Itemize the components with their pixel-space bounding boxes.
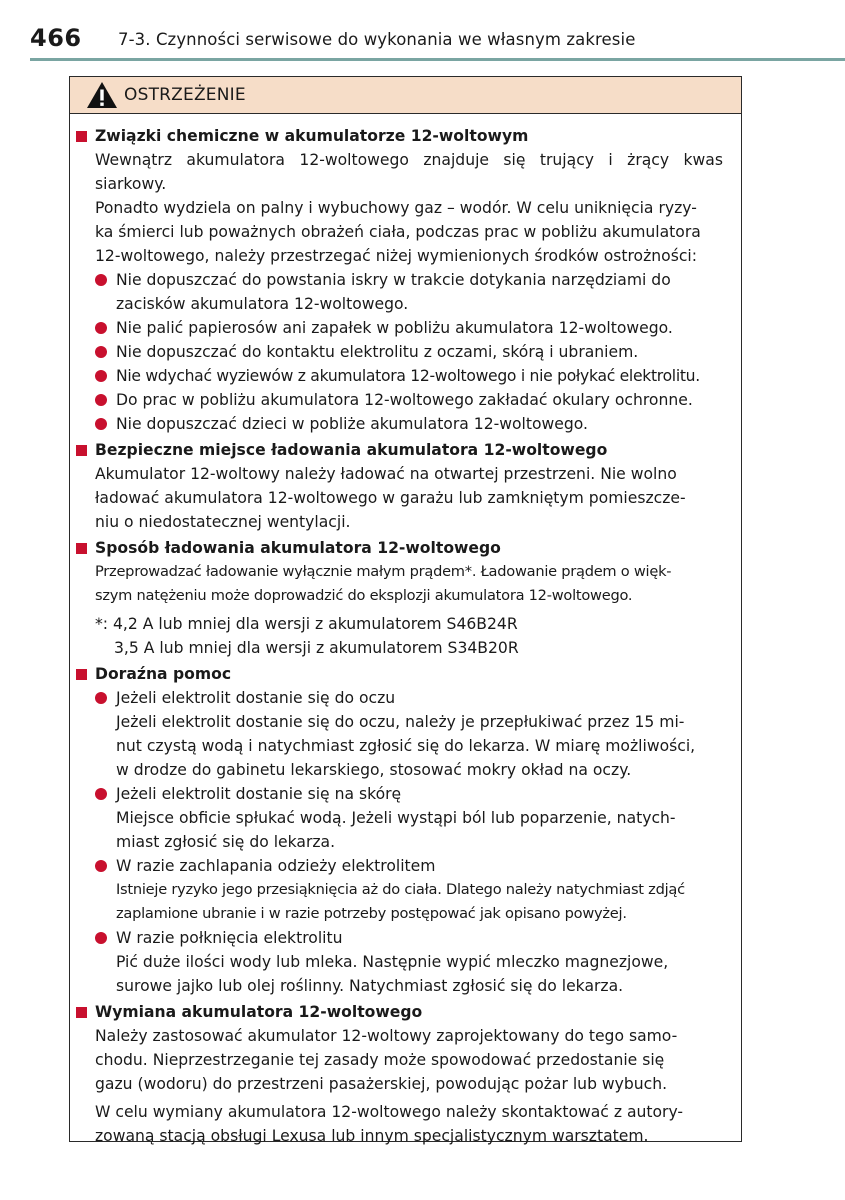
red-bullet-icon (95, 394, 107, 406)
paragraph-line: Należy zastosować akumulator 12-woltowy zaprojektowany do tego samo- (95, 1027, 678, 1045)
paragraph-line: surowe jajko lub olej roślinny. Natychmiast zgłosić się do lekarza. (116, 977, 624, 995)
header-rule (30, 58, 845, 61)
section-heading: Sposób ładowania akumulatora 12-woltowego (76, 536, 723, 560)
warning-label: OSTRZEŻENIE (124, 85, 246, 105)
list-item: Jeżeli elektrolit dostanie się na skórę (76, 782, 723, 806)
list-item: Nie dopuszczać do powstania iskry w trakcie dotykania narzędziami do zacisków akumulatora 12-woltowego. (76, 268, 723, 316)
paragraph-line: nut czystą wodą i natychmiast zgłosić się do lekarza. W miarę możliwości, (116, 737, 696, 755)
warning-content (70, 114, 741, 1148)
red-bullet-icon (95, 692, 107, 704)
red-bullet-icon (95, 322, 107, 334)
paragraph-line: zowaną stacją obsługi Lexusa lub innym specjalistycznym warsztatem. (95, 1127, 649, 1145)
paragraph-line: miast zgłosić się do lekarza. (116, 833, 336, 851)
list-item: Nie wdychać wyziewów z akumulatora 12-woltowego i nie połykać elektrolitu. (76, 364, 723, 388)
red-bullet-icon (95, 788, 107, 800)
warning-bar (70, 77, 741, 114)
paragraph-line: Miejsce obficie spłukać wodą. Jeżeli wystąpi ból lub poparzenie, natych- (116, 809, 676, 827)
list-item: Do prac w pobliżu akumulatora 12-woltowego zakładać okulary ochronne. (76, 388, 723, 412)
paragraph-line: niu o niedostatecznej wentylacji. (95, 513, 351, 531)
paragraph-line: ka śmierci lub poważnych obrażeń ciała, podczas prac w pobliżu akumulatora (95, 223, 701, 241)
red-bullet-icon (95, 370, 107, 382)
section-heading: Doraźna pomoc (76, 662, 723, 686)
section-heading: Wymiana akumulatora 12-woltowego (76, 1000, 723, 1024)
list-item: Nie palić papierosów ani zapałek w pobliżu akumulatora 12-woltowego. (76, 316, 723, 340)
paragraph-line: Przeprowadzać ładowanie wyłącznie małym prądem*. Ładowanie prądem o więk- (95, 563, 672, 580)
paragraph-line: w drodze do gabinetu lekarskiego, stosować mokry okład na oczy. (116, 761, 632, 779)
red-square-icon (76, 131, 87, 142)
paragraph-line: ładować akumulatora 12-woltowego w garażu lub zamkniętym pomieszcze- (95, 489, 686, 507)
page-number: 466 (30, 24, 82, 52)
red-square-icon (76, 669, 87, 680)
list-item: W razie zachlapania odzieży elektrolitem (76, 854, 723, 878)
paragraph-line: W celu wymiany akumulatora 12-woltowego należy skontaktować z autory- (95, 1103, 684, 1121)
section-heading: Związki chemiczne w akumulatorze 12-woltowym (76, 124, 723, 148)
page-header (0, 0, 845, 60)
section-title: 7-3. Czynności serwisowe do wykonania we własnym zakresie (118, 30, 636, 49)
paragraph-line: 12-woltowego, należy przestrzegać niżej wymienionych środków ostrożności: (95, 247, 697, 265)
paragraph-line: Wewnątrz akumulatora 12-woltowego znajduje się trujący i żrący kwas siarkowy. (95, 151, 723, 193)
paragraph-line: Akumulator 12-woltowy należy ładować na otwartej przestrzeni. Nie wolno (95, 465, 677, 483)
paragraph-line: zaplamione ubranie i w razie potrzeby postępować jak opisano powyżej. (116, 905, 627, 922)
footnote: 3,5 A lub mniej dla wersji z akumulatorem S34B20R (114, 639, 519, 657)
paragraph-line: chodu. Nieprzestrzeganie tej zasady może spowodować przedostanie się (95, 1051, 665, 1069)
red-square-icon (76, 1007, 87, 1018)
paragraph-line: gazu (wodoru) do przestrzeni pasażerskiej, powodując pożar lub wybuch. (95, 1075, 668, 1093)
red-square-icon (76, 445, 87, 456)
list-item: Nie dopuszczać do kontaktu elektrolitu z oczami, skórą i ubraniem. (76, 340, 723, 364)
list-item: W razie połknięcia elektrolitu (76, 926, 723, 950)
red-bullet-icon (95, 418, 107, 430)
footnote: *: 4,2 A lub mniej dla wersji z akumulatorem S46B24R (95, 615, 518, 633)
red-bullet-icon (95, 860, 107, 872)
list-item: Jeżeli elektrolit dostanie się do oczu (76, 686, 723, 710)
red-square-icon (76, 543, 87, 554)
list-item: Nie dopuszczać dzieci w pobliże akumulatora 12-woltowego. (76, 412, 723, 436)
red-bullet-icon (95, 274, 107, 286)
paragraph-line: Pić duże ilości wody lub mleka. Następnie wypić mleczko magnezjowe, (116, 953, 669, 971)
warning-triangle-icon (86, 81, 118, 109)
paragraph-line: Jeżeli elektrolit dostanie się do oczu, należy je przepłukiwać przez 15 mi- (116, 713, 685, 731)
paragraph-line: Ponadto wydziela on palny i wybuchowy gaz – wodór. W celu uniknięcia ryzy- (95, 199, 697, 217)
section-heading: Bezpieczne miejsce ładowania akumulatora 12-woltowego (76, 438, 723, 462)
paragraph-line: szym natężeniu może doprowadzić do eksplozji akumulatora 12-woltowego. (95, 587, 633, 604)
red-bullet-icon (95, 346, 107, 358)
warning-box (69, 76, 742, 1145)
paragraph-line: Istnieje ryzyko jego przesiąknięcia aż do ciała. Dlatego należy natychmiast zdjąć (116, 881, 685, 898)
red-bullet-icon (95, 932, 107, 944)
